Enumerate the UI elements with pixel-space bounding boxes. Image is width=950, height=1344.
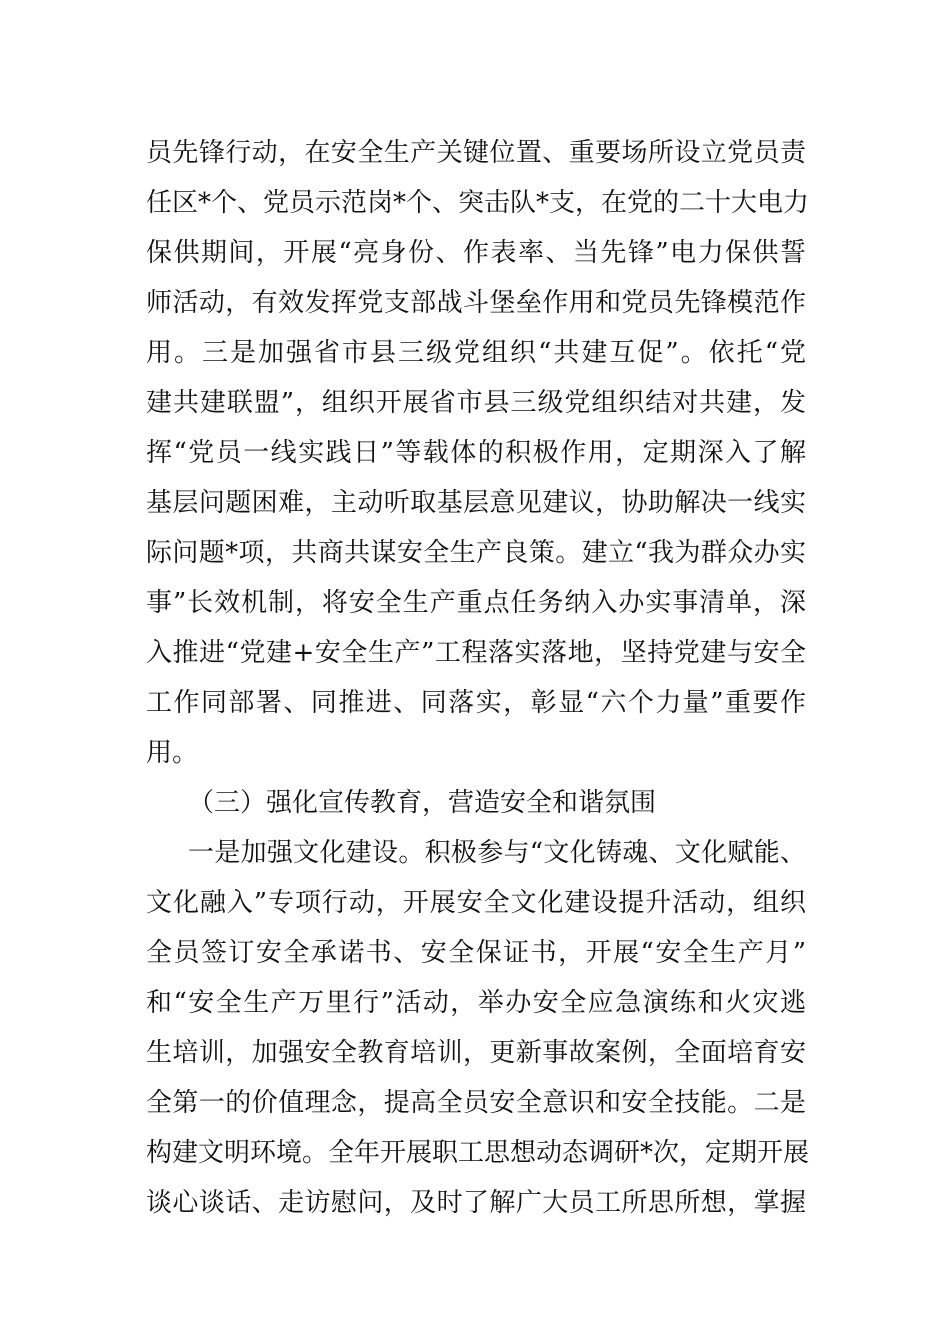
text-line: 入推进“党建+安全生产”工程落实落地，坚持党建与安全 [146,638,806,668]
text-line: 员先锋行动，在安全生产关键位置、重要场所设立党员责 [146,138,806,168]
text-line: 和“安全生产万里行”活动，举办安全应急演练和火灾逃 [146,988,806,1018]
paragraph-first-line: 一是加强文化建设。积极参与“文化铸魂、文化赋能、 [188,838,806,868]
text-line: 基层问题困难，主动听取基层意见建议，协助解决一线实 [146,488,806,518]
text-line: 保供期间，开展“亮身份、作表率、当先锋”电力保供誓 [146,238,806,268]
text-line: 工作同部署、同推进、同落实，彰显“六个力量”重要作 [146,688,806,718]
text-line: 全第一的价值理念，提高全员安全意识和安全技能。二是 [146,1088,806,1118]
text-line: 际问题*项，共商共谋安全生产良策。建立“我为群众办实 [146,538,806,568]
text-line: 任区*个、党员示范岗*个、突击队*支，在党的二十大电力 [146,188,810,218]
text-line: 挥“党员一线实践日”等载体的积极作用，定期深入了解 [146,438,806,468]
text-line: 事”长效机制，将安全生产重点任务纳入办实事清单，深 [146,588,806,618]
document-body [146,128,810,1228]
text-line: 建共建联盟”，组织开展省市县三级党组织结对共建，发 [146,388,806,418]
text-line: 构建文明环境。全年开展职工思想动态调研*次，定期开展 [146,1138,810,1168]
text-line: 谈心谈话、走访慰问，及时了解广大员工所思所想，掌握 [146,1188,806,1218]
text-line: 用。三是加强省市县三级党组织“共建互促”。依托“党 [146,338,806,368]
text-line: 生培训，加强安全教育培训，更新事故案例，全面培育安 [146,1038,806,1068]
text-line: 用。 [146,738,199,768]
text-line: 全员签订安全承诺书、安全保证书，开展“安全生产月” [146,938,806,968]
text-line: 师活动，有效发挥党支部战斗堡垒作用和党员先锋模范作 [146,288,806,318]
section-heading: （三）强化宣传教育，营造安全和谐氛围 [188,788,657,818]
text-line: 文化融入”专项行动，开展安全文化建设提升活动，组织 [146,888,806,918]
